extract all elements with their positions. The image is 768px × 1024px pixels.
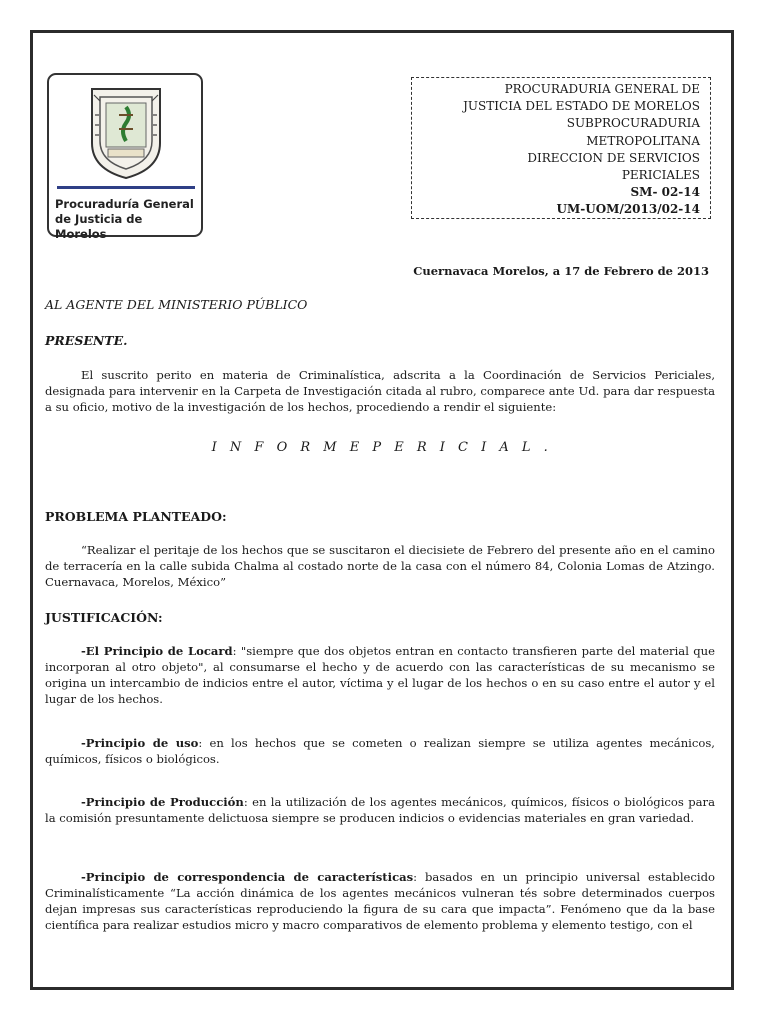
principle-paragraph bbox=[45, 643, 715, 707]
institution-header bbox=[411, 77, 711, 219]
header-line: JUSTICIA DEL ESTADO DE MORELOS bbox=[463, 99, 700, 114]
problem-heading: PROBLEMA PLANTEADO: bbox=[45, 509, 227, 524]
principle-paragraph bbox=[45, 735, 715, 767]
justification-heading: JUSTIFICACIÓN: bbox=[45, 610, 163, 625]
header-line: PROCURADURIA GENERAL DE bbox=[504, 82, 700, 96]
principle-text: : en la utilización de los agentes mecánicos, químicos, físicos o biológicos para la comisión presuntamente delictuosa siempre se producen indicios o evidencias materiales en gran variedad. bbox=[45, 795, 715, 825]
principle-name: -Principio de Producción bbox=[81, 795, 244, 809]
addressee: AL AGENTE DEL MINISTERIO PÚBLICO bbox=[45, 297, 308, 312]
principle-paragraph bbox=[45, 794, 715, 826]
principle-text: : "siempre que dos objetos entran en contacto transfieren parte del material que incorporan al otro objeto", al consumarse el hecho y de acuerdo con las características de su mecanismo se origina un intercambio de indicios entre el autor, víctima y el lugar de los hechos o en su caso entre el autor y el lugar de los hechos. bbox=[45, 644, 716, 706]
header-line: DIRECCION DE SERVICIOS bbox=[527, 150, 700, 165]
logo-line-2: de Justicia de Morelos bbox=[55, 212, 143, 241]
principle-paragraph bbox=[45, 869, 715, 933]
institution-logo bbox=[47, 73, 203, 241]
problem-paragraph: “Realizar el peritaje de los hechos que se suscitaron el diecisiete de Febrero del presente año en el camino de terracería en la calle subida Chalma al costado norte de la casa con el número 84, Colonia Lomas de Atzingo. Cuernavaca, Morelos, México” bbox=[45, 543, 715, 589]
document-date: Cuernavaca Morelos, a 17 de Febrero de 2013 bbox=[413, 264, 709, 278]
header-line: PERICIALES bbox=[621, 168, 700, 183]
logo-rule bbox=[57, 186, 195, 189]
logo-line-1: Procuraduría General bbox=[55, 197, 194, 211]
principle-name: -Principio de correspondencia de características bbox=[81, 870, 414, 884]
principle-name: -Principio de uso bbox=[81, 736, 199, 750]
salutation: PRESENTE. bbox=[45, 333, 128, 348]
report-title: I N F O R M E P E R I C I A L . bbox=[211, 440, 553, 455]
logo-caption bbox=[55, 197, 197, 242]
coat-of-arms-icon bbox=[86, 85, 166, 181]
principle-text: : en los hechos que se cometen o realizan siempre se utiliza agentes mecánicos, químicos, físicos o biológicos. bbox=[45, 736, 715, 766]
header-line: SM- 02-14 bbox=[630, 185, 700, 200]
header-line: UM-UOM/2013/02-14 bbox=[556, 202, 700, 217]
header-line: SUBPROCURADURIA bbox=[566, 116, 700, 131]
principle-name: -El Principio de Locard bbox=[81, 644, 233, 658]
header-line: METROPOLITANA bbox=[586, 133, 700, 148]
document-page bbox=[30, 30, 734, 990]
principle-text: : basados en un principio universal establecido Criminalísticamente “La acción dinámica de los agentes mecánicos vulneran tés sobre determinados cuerpos dejan impresas sus características reproduciendo la figura de su cara que impacta”. Fenómeno que da la base científica para realizar estudios micro y macro comparativos de elemento problema y elemento testigo, con el bbox=[45, 870, 715, 932]
intro-paragraph: El suscrito perito en materia de Criminalística, adscrita a la Coordinación de Servicios Periciales, designada para intervenir en la Carpeta de Investigación citada al rubro, comparece ante Ud. para dar respuesta a su oficio, motivo de la investigación de los hechos, procediendo a rendir el siguiente: bbox=[45, 368, 715, 414]
